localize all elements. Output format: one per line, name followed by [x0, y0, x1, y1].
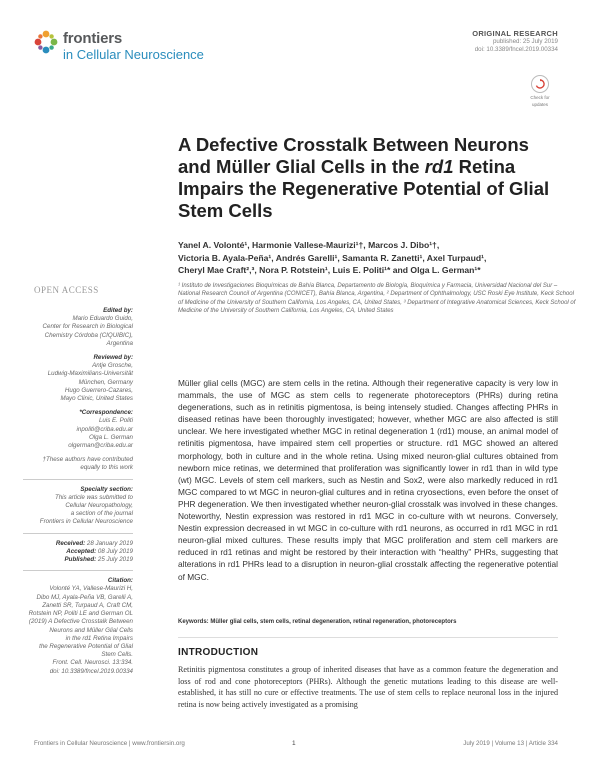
article-sidebar	[3, 307, 133, 676]
title-italic: rd1	[424, 156, 454, 177]
specialty-line: a section of the journal	[70, 510, 133, 518]
logo-name: frontiers	[63, 30, 123, 47]
abstract: Müller glial cells (MGC) are stem cells in the retina. Although their regenerative capacity is very low in mammals, the use of MGC as stem cells to regenerate photoreceptors (PHRs) during retina degenerations, such as in retinitis pigmentosa, is being intensely studied. Changes affecting PHRs in diseased retinas have been thoroughly investigated; however, whether MGC are also affected is still unclear. We here investigated whether MGC in retinal degeneration 1 (rd1) mouse, an animal model of retinitis pigmentosa, have impaired stem cell properties or structure. rd1 MGC showed an altered morphology, both in culture and in the whole retina. Using mixed neuron-glial cultures obtained from newborn mice retinas, we determined that proliferation was significantly lower in rd1 than in wild type (wt) MGC. Levels of stem cell markers, such as Nestin and Sox2, were also markedly reduced in rd1 MGC compared to wt MGC in neuron-glial cultures and in retina cryosections, even before the onset of PHR degeneration. We then investigated whether neuron-glial crosstalk was involved in these changes. Noteworthy, Nestin expression was restored in rd1 MGC in co-culture with wt neurons. Conversely, Nestin expression decreased in wt MGC in co-culture with rd1 neurons, as occurred in rd1 MGC in rd1 neuron-glial mixed cultures. These results imply that MGC proliferation and stem cell markers are reduced in rd1 retinas and might be restored by their interaction with “healthy” PHRs, suggesting that alterations in rd1 PHRs lead to a disruption in neuron-glial crosstalk affecting the regenerative potential of MGC.	[178, 378, 558, 582]
keywords-list: Müller glial cells, stem cells, retinal degeneration, retinal regeneration, photoreceptors	[210, 619, 457, 625]
citation-line: Stem Cells.	[101, 651, 133, 659]
frontiers-logo-icon	[34, 30, 58, 54]
published-label: Published:	[64, 556, 97, 564]
citation-line: Zanetti SR, Turpaud A, Craft CM,	[42, 601, 133, 609]
reviewed-by-line: München, Germany	[78, 378, 133, 386]
edited-by-label: Edited by:	[103, 307, 133, 314]
accepted-label: Accepted:	[66, 547, 97, 555]
check-updates-label-2: updates	[531, 102, 548, 107]
edited-by-line: Mario Eduardo Guido,	[72, 315, 133, 323]
sidebar-divider	[23, 479, 133, 480]
edited-by-line: Argentina	[106, 339, 133, 347]
correspondence-email[interactable]: inpoliti@criba.edu.ar	[76, 425, 133, 433]
article-title	[178, 134, 558, 222]
reviewed-by-line: Hugo Guerrero-Cazares,	[64, 386, 133, 394]
sidebar-divider	[23, 570, 133, 571]
author-line[interactable]: Yanel A. Volonté¹, Harmonie Vallese-Maurizi¹†, Marcos J. Dibo¹†,	[178, 240, 440, 250]
accepted-date: 08 July 2019	[97, 547, 133, 555]
reviewed-by-line: Ludwig-Maximilians-Universität	[47, 370, 133, 378]
accepted-row	[3, 548, 133, 556]
keywords	[178, 619, 558, 625]
citation-line: Volonté YA, Vallese-Maurizi H,	[49, 585, 133, 593]
check-updates-icon	[531, 75, 549, 93]
correspondence-name: Luis E. Politi	[98, 417, 133, 425]
reviewed-by-line: Mayo Clinic, United States	[60, 395, 133, 403]
check-for-updates-button[interactable]	[524, 75, 556, 105]
correspondence-name: Olga L. German	[88, 433, 133, 441]
received-label: Received:	[55, 539, 86, 547]
specialty-line: Cellular Neuropathology,	[65, 502, 133, 510]
published-date-side: 25 July 2019	[97, 556, 133, 564]
logo-journal: in Cellular Neuroscience	[63, 47, 204, 62]
citation-line: Neurons and Müller Glial Cells	[49, 626, 133, 634]
affiliations: ¹ Instituto de Investigaciones Bioquímicas de Bahía Blanca, Departamento de Biología, Bioquímica y Farmacia, Universidad Nacional del Sur – National Research Council of Argentina (CONICET), Bahía Blanca, Argentina, ² Department of Ophthalmology, USC Roski Eye Institute, Keck School of Medicine of the University of Southern California, Los Angeles, CA, United States, ³ Department of Integrative Anatomical Sciences, Keck School of Medicine of the University of Southern California, Los Angeles, CA, United States	[178, 283, 576, 315]
section-divider	[178, 637, 558, 638]
author-list	[178, 239, 558, 277]
sidebar-divider	[23, 533, 133, 534]
edited-by-line: Chemistry Córdoba (CIQUIBIC),	[44, 331, 133, 339]
introduction-heading: INTRODUCTION	[178, 647, 259, 658]
citation-line: Dibo MJ, Ayala-Peña VB, Garelli A,	[36, 593, 133, 601]
article-doi[interactable]: doi: 10.3389/fncel.2019.00334	[474, 46, 558, 53]
specialty-line: Frontiers in Cellular Neuroscience	[39, 518, 133, 526]
footer-journal[interactable]: Frontiers in Cellular Neuroscience | www.frontiersin.org	[34, 740, 185, 747]
citation-line: Front. Cell. Neurosci. 13:334.	[52, 659, 133, 667]
author-line[interactable]: Victoria B. Ayala-Peña¹, Andrés Garelli¹, Samanta R. Zanetti¹, Axel Turpaud¹,	[178, 252, 487, 263]
received-date: 28 January 2019	[86, 539, 133, 547]
citation-label: Citation:	[107, 577, 133, 585]
citation-line: (2019) A Defective Crosstalk Between	[28, 618, 133, 626]
page-number: 1	[292, 740, 296, 747]
received-row	[3, 540, 133, 548]
correspondence-label: *Correspondence:	[79, 409, 133, 417]
published-row	[3, 556, 133, 564]
check-updates-label-1: Check for	[530, 95, 550, 100]
reviewed-by-label: Reviewed by:	[93, 354, 133, 362]
specialty-line: This article was submitted to	[54, 493, 133, 501]
title-part-1: A Defective Crosstalk Between Neurons and Müller Glial Cells in the	[178, 134, 529, 177]
footer-issue: July 2019 | Volume 13 | Article 334	[463, 740, 558, 747]
equal-contribution-note: equally to this work	[80, 464, 133, 472]
published-date: published: 25 July 2019	[492, 38, 558, 45]
title-part-2: Retina Impairs the Regenerative Potential of Glial Stem Cells	[178, 156, 550, 221]
article-type: ORIGINAL RESEARCH	[472, 29, 558, 38]
correspondence-email[interactable]: olgerman@criba.edu.ar	[68, 442, 133, 450]
keywords-label: Keywords:	[178, 619, 209, 625]
edited-by-line: Center for Research in Biological	[42, 323, 133, 331]
citation-line: in the rd1 Retina Impairs	[65, 634, 133, 642]
citation-line: the Regenerative Potential of Glial	[39, 642, 133, 650]
equal-contribution-note: †These authors have contributed	[42, 456, 133, 464]
reviewed-by-line: Antje Grosche,	[92, 362, 133, 370]
citation-line: Rotstein NP, Politi LE and German OL	[28, 610, 133, 618]
article-meta	[472, 29, 558, 54]
specialty-label: Specialty section:	[80, 485, 133, 493]
introduction-body: Retinitis pigmentosa constitutes a group of inherited diseases that have as a common feature the degeneration and loss of rod and cone photoreceptors (PHRs). Although the genetic mutations leading to this disease are well-established, it has still no cure or effective treatments. The use of stem cells to replace neuronal loss in the injured retina is now being actively investigated as a promising	[178, 665, 558, 709]
journal-logo[interactable]	[34, 28, 204, 68]
open-access-label: OPEN ACCESS	[34, 285, 99, 295]
citation-doi[interactable]: doi: 10.3389/fncel.2019.00334	[49, 667, 133, 675]
author-line[interactable]: Cheryl Mae Craft²,³, Nora P. Rotstein¹, Luis E. Politi¹* and Olga L. German¹*	[178, 265, 481, 275]
